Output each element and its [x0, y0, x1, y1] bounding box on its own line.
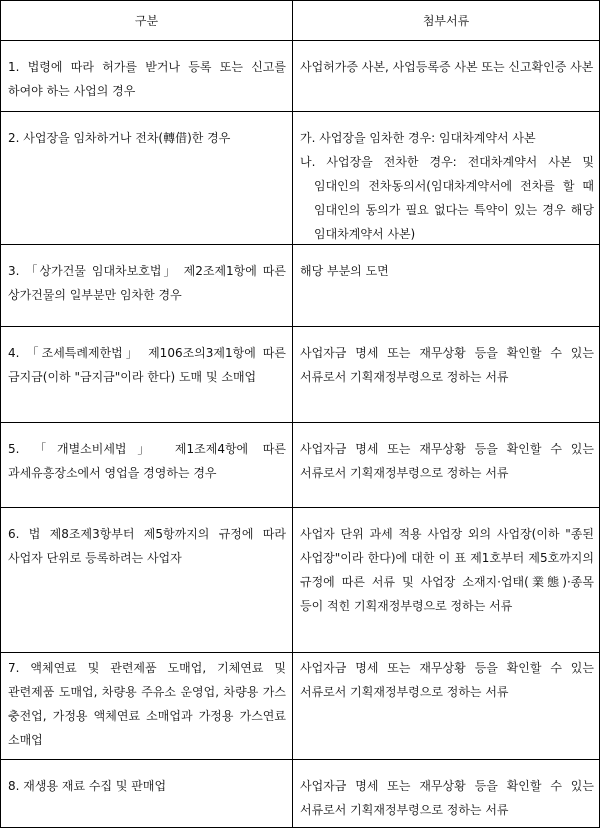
category-text: 5. 「개별소비세법」 제1조제4항에 따른 과세유흥장소에서 영업을 경영하는 경우 [8, 442, 286, 480]
table-row [1, 41, 599, 112]
documents-text-list [300, 126, 594, 246]
documents-item-a: 가. 사업장을 임차한 경우: 임대차계약서 사본 [300, 131, 536, 145]
header-cell-category [1, 1, 293, 40]
category-cell [1, 760, 293, 827]
table-row [1, 245, 599, 327]
documents-cell [293, 112, 599, 244]
documents-cell [293, 41, 599, 111]
table-row [1, 760, 599, 827]
category-text: 4. 「조세특례제한법」 제106조의3제1항에 따른 금지금(이하 "금지금"이라 한다) 도매 및 소매업 [8, 346, 286, 384]
documents-cell [293, 423, 599, 507]
category-cell [1, 508, 293, 652]
documents-cell [293, 653, 599, 759]
header-cell-documents [293, 1, 599, 40]
category-text: 8. 재생용 재료 수집 및 판매업 [8, 779, 167, 793]
documents-cell [293, 245, 599, 326]
table-row [1, 653, 599, 760]
header-documents-label: 첨부서류 [422, 14, 470, 28]
category-text: 7. 액체연료 및 관련제품 도매업, 기체연료 및 관련제품 도매업, 차량용 주유소 운영업, 차량용 가스 충전업, 가정용 액체연료 소매업과 가정용 가스연료 소매업 [8, 661, 286, 747]
category-text: 3. 「상가건물 임대차보호법」 제2조제1항에 따른 상가건물의 일부분만 임차한 경우 [8, 264, 286, 302]
documents-text: 사업자 단위 과세 적용 사업장 외의 사업장(이하 "종된 사업장"이라 한다)에 대한 이 표 제1호부터 제5호까지의 규정에 따른 서류 및 사업장 소재지·업태(業態)·종목 등이 적힌 기획재정부령으로 정하는 서류 [300, 527, 594, 613]
category-cell [1, 112, 293, 244]
documents-text: 사업자금 명세 또는 재무상황 등을 확인할 수 있는 서류로서 기획재정부령으로 정하는 서류 [300, 442, 594, 480]
category-text: 1. 법령에 따라 허가를 받거나 등록 또는 신고를 하여야 하는 사업의 경우 [8, 60, 286, 98]
documents-cell [293, 327, 599, 422]
table-row [1, 327, 599, 423]
category-text: 2. 사업장을 임차하거나 전차(轉借)한 경우 [8, 131, 231, 145]
category-cell [1, 423, 293, 507]
category-cell [1, 653, 293, 759]
table-row [1, 508, 599, 653]
category-cell [1, 245, 293, 326]
category-text: 6. 법 제8조제3항부터 제5항까지의 규정에 따라 사업자 단위로 등록하려는 사업자 [8, 527, 286, 565]
category-cell [1, 41, 293, 111]
category-cell [1, 327, 293, 422]
documents-text: 사업자금 명세 또는 재무상황 등을 확인할 수 있는 서류로서 기획재정부령으로 정하는 서류 [300, 779, 594, 817]
documents-text: 사업자금 명세 또는 재무상황 등을 확인할 수 있는 서류로서 기획재정부령으로 정하는 서류 [300, 661, 594, 699]
documents-text: 사업자금 명세 또는 재무상황 등을 확인할 수 있는 서류로서 기획재정부령으로 정하는 서류 [300, 346, 594, 384]
documents-text: 사업허가증 사본, 사업등록증 사본 또는 신고확인증 사본 [300, 60, 594, 74]
table-row [1, 423, 599, 508]
table-header-row [1, 1, 599, 41]
documents-cell [293, 760, 599, 827]
documents-cell [293, 508, 599, 652]
table-row [1, 112, 599, 245]
documents-text: 해당 부분의 도면 [300, 264, 389, 278]
documents-item-b: 나. 사업장을 전차한 경우: 전대차계약서 사본 및 임대인의 전차동의서(임대차계약서에 전차를 할 때 임대인의 동의가 필요 없다는 특약이 있는 경우 해당 임대차계약서 사본) [300, 155, 594, 241]
header-category-label: 구분 [134, 14, 159, 28]
